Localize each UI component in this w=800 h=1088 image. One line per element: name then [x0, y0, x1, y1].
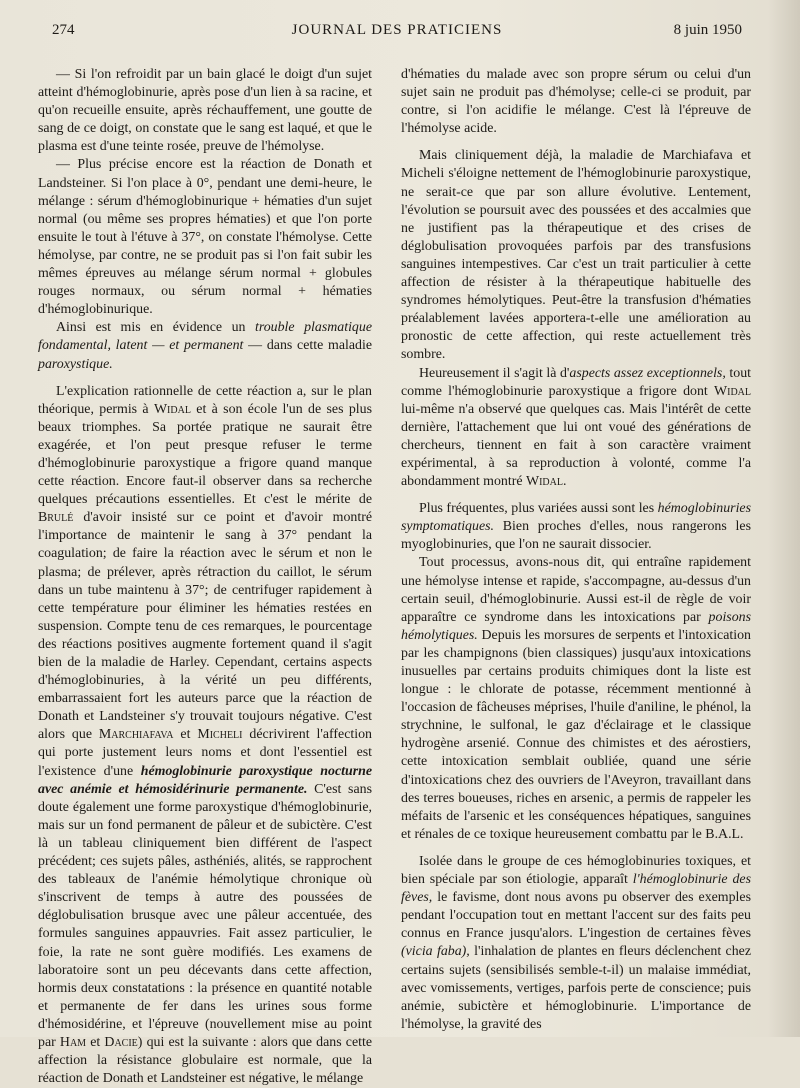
page-header [52, 22, 742, 46]
paragraph: Plus fréquentes, plus variées aussi sont les hémoglobinuries symptomatiques. Bien proches d'elles, nous rangerons les myoglobinuries, que l'on ne saurait dissocier. [401, 501, 751, 553]
paragraph: Tout processus, avons-nous dit, qui entraîne rapidement une hémolyse intense et rapide, s'accompagne, au-dessus d'un certain seuil, d'hémoglobinurie. Aussi est-il de règle de voir apparaître ce syndrome dans les intoxications par poisons hémolytiques. Depuis les morsures de serpents et l'intoxication par les champignons (bien classiques) jusqu'aux intoxications inusuelles par certains produits chimiques dont la liste est longue : le chlorate de potasse, récemment mentionné à l'occasion de fâcheuses méprises, l'huile d'aniline, le phénol, la strychnine, le sulfonal, le gaz d'éclairage et le classique hydrogène arsenié. Connue des chimistes et des aérostiers, cette intoxication semblait oubliée, quand une série d'intoxications chez des ouvriers de l'Aveyron, travaillant dans des terres boueuses, riches en arsenic, a permis de rappeler les méfaits de l'arsenic et les conséquences hépatiques, sanguines et rénales de ce toxique heureusement combattu par le B.A.L. [401, 555, 751, 842]
paragraph: — Si l'on refroidit par un bain glacé le doigt d'un sujet atteint d'hémoglobinurie, après pose d'un lien à sa racine, et qu'on recueille ensuite, après réchauffement, une goutte de sang de ce doigt, on constate que le sang est laqué, et que le plasma est d'une teinte rosée, preuve de l'hémolyse. [38, 67, 372, 155]
issue-date: 8 juin 1950 [673, 22, 742, 38]
journal-title: JOURNAL DES PRATICIENS [291, 22, 503, 38]
paragraph: d'hématies du malade avec son propre sérum ou celui d'un sujet sain ne produit pas d'hémolyse; celle-ci se produit, par contre, si l'on acidifie le mélange. C'est là l'épreuve de l'hémolyse acide. [401, 67, 751, 137]
paragraph: Ainsi est mis en évidence un trouble plasmatique fondamental, latent — et permanent — dans cette maladie paroxystique. [38, 320, 372, 372]
paragraph: — Plus précise encore est la réaction de Donath et Landsteiner. Si l'on place à 0°, pendant une demi-heure, le mélange : sérum d'hémoglobinurique + hématies d'un sujet normal (ou même ses propres hématies) et que l'on porte ensuite le tout à l'étuve à 37°, on constate l'hémolyse. Cette hémolyse, par contre, ne se produit pas si l'on fait subir les mêmes épreuves au mélange sérum normal + globules rouges normaux, ou sérum normal + hématies d'hémoglobinurique. [38, 157, 372, 318]
paragraph: Isolée dans le groupe de ces hémoglobinuries toxiques, et bien spéciale par son étiologie, apparaît l'hémoglobinurie des fèves, le favisme, dont nous avons pu observer des exemples pendant l'occupation tout en mettant l'accent sur des faits peu connus en France jusqu'alors. L'ingestion de certaines fèves (vicia faba), l'inhalation de plantes en fleurs déclenchent chez certains sujets (sensibilisés semble-t-il) un malaise immédiat, avec vomissements, vertiges, parfois perte de conscience; puis anémie, subictère et hémoglobinurie. L'importance de l'hémolyse, la gravité des [401, 853, 752, 1032]
right-column [401, 66, 751, 1034]
paragraph: L'explication rationnelle de cette réaction a, sur le plan théorique, permis à Widal et à son école l'un de ses plus beaux triomphes. Sa portée pratique ne saurait être exagérée, et l'on peut presque refuser le terme d'hémoglobinurie paroxystique a frigore quand manque cette réaction. Encore faut-il observer dans sa recherche quelques précautions essentielles. Et c'est le mérite de Brulé d'avoir insisté sur ce point et d'avoir montré l'importance de maintenir le sang à 37° pendant la coagulation; de faire la réaction avec le sérum et non le plasma; de prélever, après rétraction du caillot, le sérum dans un tube maintenu à 37°; de centrifuger rapidement à cette température pour éliminer les hématies restées en suspension. Compte tenu de ces remarques, le pourcentage des réactions positives augmente fortement quand il s'agit bien de la maladie de Harley. Cependant, certains aspects d'hémoglobinuries, à la vérité un peu différents, embarrassaient fort les auteurs parce que la réaction de Donath et Landsteiner s'y trouvait toujours négative. C'est alors que Marchiafava et Micheli décrivirent l'affection qui porte justement leurs noms et dont l'essentiel est l'existence d'une hémoglobinurie paroxystique nocturne avec anémie et hémosidérinurie permanente. C'est sans doute également une forme paroxystique d'hémoglobinurie, mais sur un fond permanent de pâleur et de subictère. C'est là un tableau cliniquement bien différent de l'aspect précédent; ces sujets pâles, asthéniés, alités, se rapprochent des tableaux de l'anémie hémolytique chronique où s'inscrivent de temps à autre des poussées de déglobulisation brusque avec une pâleur accentuée, des formules sanguines appauvries. Fait assez particulier, le foie, la rate ne sont guère modifiés. Les examens de laboratoire sont un peu décevants dans cette affection, hormis deux constatations : la présence en quantité notable et permanente de fer dans les urines sous forme d'hémosidérine, et l'épreuve (nouvellement mise au point par Ham et Dacie) qui est la suivante : alors que dans cette affection la résistance globulaire est normale, que la réaction de Donath et Landsteiner est négative, le mélange [38, 383, 372, 1087]
left-column [38, 66, 372, 1088]
paragraph: Heureusement il s'agit là d'aspects assez exceptionnels, tout comme l'hémoglobinurie paroxystique a frigore dont Widal lui-même n'a observé que quelques cas. Mais l'intérêt de cette dernière, l'attachement que lui ont voué des générations de chercheurs, tiennent en fait à son caractère vraiment expérimental, à sa reproduction à volonté, comme l'a abondamment montré Widal. [401, 365, 751, 490]
page-number: 274 [52, 22, 75, 38]
paragraph: Mais cliniquement déjà, la maladie de Marchiafava et Micheli s'éloigne nettement de l'hémoglobinurie paroxystique, ne serait-ce que par son allure évolutive. Lentement, l'évolution se poursuit avec des poussées et des accalmies que ne justifient pas la thérapeutique et des crises de déglobulisation provoquées parfois par des transfusions sanguines intempestives. Car c'est un trait particulier à cette affection de résister à la thérapeutique habituelle des syndromes hémolytiques. Peut-être la transfusion d'hématies préalablement lavées apportera-t-elle une amélioration au pronostic de cette affection, qui reste actuellement très sombre. [401, 148, 751, 363]
